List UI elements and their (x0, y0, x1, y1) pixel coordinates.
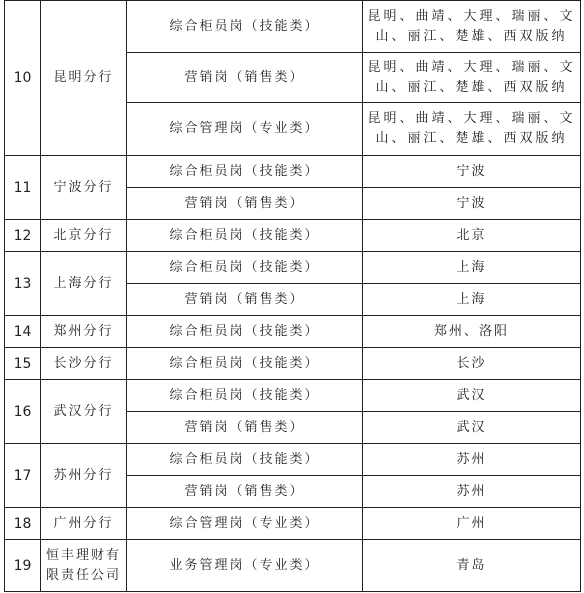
work-location: 昆明、曲靖、大理、瑞丽、文山、丽江、楚雄、西双版纳 (363, 103, 581, 156)
position-name: 业务管理岗（专业类） (127, 540, 363, 592)
work-location: 昆明、曲靖、大理、瑞丽、文山、丽江、楚雄、西双版纳 (363, 53, 581, 103)
work-location: 武汉 (363, 380, 581, 412)
work-location: 苏州 (363, 444, 581, 476)
table-row (5, 508, 581, 540)
row-number: 11 (5, 156, 41, 220)
work-location: 上海 (363, 252, 581, 284)
table-row (5, 316, 581, 348)
position-name: 综合柜员岗（技能类） (127, 316, 363, 348)
position-name: 综合柜员岗（技能类） (127, 156, 363, 188)
row-number: 19 (5, 540, 41, 592)
work-location: 郑州、洛阳 (363, 316, 581, 348)
position-name: 综合柜员岗（技能类） (127, 252, 363, 284)
work-location: 长沙 (363, 348, 581, 380)
work-location: 昆明、曲靖、大理、瑞丽、文山、丽江、楚雄、西双版纳 (363, 1, 581, 53)
branch-name: 苏州分行 (41, 444, 127, 508)
work-location: 苏州 (363, 476, 581, 508)
table-row (5, 348, 581, 380)
row-number: 14 (5, 316, 41, 348)
table-row (5, 252, 581, 284)
work-location: 上海 (363, 284, 581, 316)
work-location: 宁波 (363, 156, 581, 188)
branch-name: 上海分行 (41, 252, 127, 316)
row-number: 10 (5, 1, 41, 156)
position-name: 营销岗（销售类） (127, 188, 363, 220)
position-name: 营销岗（销售类） (127, 284, 363, 316)
row-number: 17 (5, 444, 41, 508)
work-location: 北京 (363, 220, 581, 252)
row-number: 13 (5, 252, 41, 316)
branch-name: 北京分行 (41, 220, 127, 252)
branch-name: 郑州分行 (41, 316, 127, 348)
branch-name: 恒丰理财有限责任公司 (41, 540, 127, 592)
position-name: 综合管理岗（专业类） (127, 103, 363, 156)
position-name: 综合管理岗（专业类） (127, 508, 363, 540)
branch-name: 昆明分行 (41, 1, 127, 156)
table-row (5, 444, 581, 476)
position-name: 综合柜员岗（技能类） (127, 220, 363, 252)
recruitment-table-container (4, 0, 581, 592)
row-number: 15 (5, 348, 41, 380)
work-location: 武汉 (363, 412, 581, 444)
row-number: 18 (5, 508, 41, 540)
branch-name: 广州分行 (41, 508, 127, 540)
work-location: 广州 (363, 508, 581, 540)
branch-name: 武汉分行 (41, 380, 127, 444)
position-name: 营销岗（销售类） (127, 476, 363, 508)
table-row (5, 1, 581, 53)
row-number: 12 (5, 220, 41, 252)
recruitment-table (4, 0, 581, 592)
position-name: 营销岗（销售类） (127, 412, 363, 444)
table-row (5, 156, 581, 188)
branch-name: 长沙分行 (41, 348, 127, 380)
position-name: 综合柜员岗（技能类） (127, 444, 363, 476)
position-name: 综合柜员岗（技能类） (127, 348, 363, 380)
row-number: 16 (5, 380, 41, 444)
branch-name: 宁波分行 (41, 156, 127, 220)
work-location: 宁波 (363, 188, 581, 220)
position-name: 营销岗（销售类） (127, 53, 363, 103)
work-location: 青岛 (363, 540, 581, 592)
table-row (5, 220, 581, 252)
position-name: 综合柜员岗（技能类） (127, 1, 363, 53)
position-name: 综合柜员岗（技能类） (127, 380, 363, 412)
table-row (5, 380, 581, 412)
table-row (5, 540, 581, 592)
